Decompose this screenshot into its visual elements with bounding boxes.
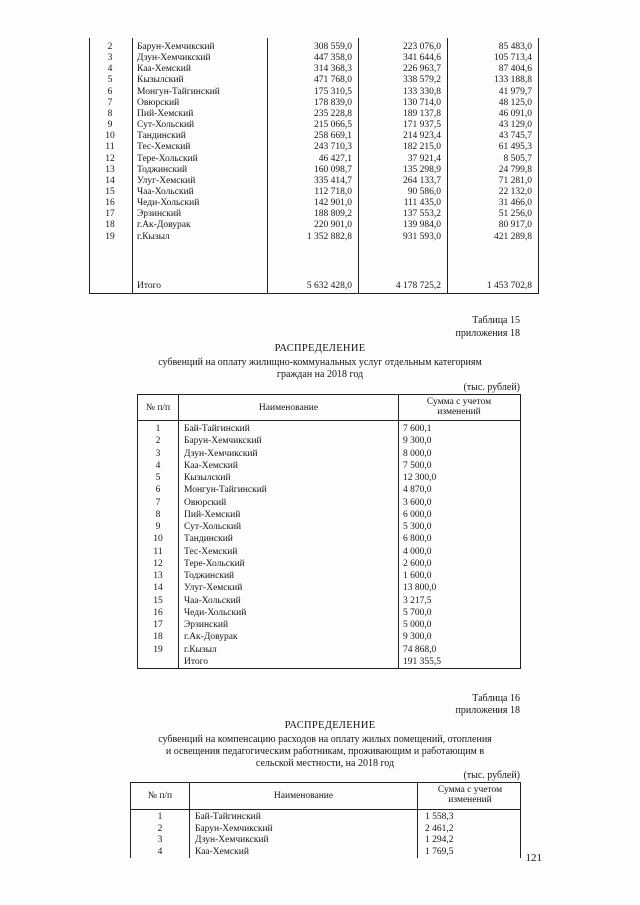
row-value: 447 358,0 [314, 53, 352, 64]
row-name: Тес-Хемский [184, 546, 238, 557]
row-name: г.Ак-Довурак [184, 632, 238, 643]
table-border [538, 38, 539, 294]
row-number: 17 [105, 209, 115, 220]
row-value: 5 000,0 [403, 620, 432, 630]
row-value: 314 368,3 [314, 64, 352, 75]
row-value: 133 188,8 [494, 75, 532, 86]
row-name: Дзун-Хемчикский [195, 835, 269, 845]
table-border [398, 394, 399, 669]
row-value: 931 593,0 [403, 231, 441, 242]
row-name: Овюрский [184, 497, 227, 508]
row-value: 130 714,0 [403, 97, 441, 108]
row-value: 71 281,0 [498, 175, 532, 186]
row-number: 11 [153, 546, 163, 557]
row-value: 220 901,0 [314, 220, 352, 231]
row-name: Монгун-Тайгинский [137, 86, 220, 97]
row-name: г.Кызыл [184, 644, 217, 655]
row-value: 133 330,8 [403, 86, 441, 97]
total-value: 1 453 702,8 [486, 281, 532, 291]
total-label: Итого [137, 281, 162, 291]
row-name: Дзун-Хемчикский [184, 448, 258, 459]
row-name: Сут-Хольский [184, 522, 242, 532]
row-value: 258 669,1 [314, 131, 352, 142]
row-value: 243 710,3 [314, 142, 352, 153]
row-name: Каа-Хемский [195, 846, 249, 857]
row-value: 5 700,0 [403, 607, 432, 618]
section-subtitle: граждан на 2018 год [276, 369, 364, 380]
table-border [132, 38, 133, 294]
column-header-sum: Сумма с учетом изменений [426, 397, 492, 417]
row-number: 7 [155, 497, 161, 508]
row-name: Тере-Хольский [137, 153, 198, 164]
row-value: 61 495,3 [498, 142, 532, 153]
row-number: 4 [157, 846, 163, 857]
row-name: Овюрский [137, 97, 180, 108]
row-value: 182 215,0 [403, 142, 441, 153]
row-name: Чеди-Хольский [184, 607, 247, 618]
row-value: 1 352 882,8 [306, 231, 352, 242]
row-name: Тандинский [137, 131, 186, 142]
table-label: Таблица 16 [472, 693, 520, 704]
row-value: 175 310,5 [314, 86, 352, 97]
row-number: 9 [155, 522, 161, 532]
row-name: Пий-Хемский [184, 509, 241, 520]
row-value: 189 137,8 [403, 108, 441, 119]
row-number: 3 [155, 448, 161, 459]
column-header-sum: Сумма с учетом изменений [437, 785, 503, 805]
row-value: 105 713,4 [494, 53, 532, 64]
section-title: РАСПРЕДЕЛЕНИЕ [274, 343, 366, 354]
table-border [137, 668, 521, 669]
appendix-label: приложения 18 [455, 328, 520, 339]
row-value: 3 217,5 [403, 595, 432, 606]
row-value: 41 979,7 [498, 86, 532, 97]
row-number: 5 [107, 75, 113, 86]
row-name: Чеди-Хольский [137, 198, 200, 209]
row-value: 135 298,9 [403, 164, 441, 175]
row-value: 80 917,0 [498, 220, 532, 231]
row-value: 160 098,7 [314, 164, 352, 175]
page-number: 121 [525, 852, 542, 864]
row-number: 16 [105, 198, 115, 209]
table-border [520, 394, 521, 669]
row-name: Дзун-Хемчикский [137, 53, 211, 64]
row-value: 87 404,6 [498, 64, 532, 75]
table-border [417, 782, 418, 858]
row-name: Улуг-Хемский [184, 583, 243, 594]
row-value: 6 000,0 [403, 509, 432, 520]
row-number: 18 [153, 632, 163, 643]
table-border [520, 782, 521, 858]
row-name: Чаа-Хольский [137, 186, 194, 197]
row-value: 341 644,6 [403, 53, 441, 64]
row-number: 4 [107, 64, 113, 75]
row-number: 4 [155, 460, 161, 471]
units-label: (тыс. рублей) [463, 382, 520, 393]
row-name: Барун-Хемчикский [184, 436, 262, 447]
section-subtitle: сельской местности, на 2018 год [255, 758, 395, 769]
row-number: 10 [153, 534, 163, 545]
row-value: 48 125,0 [498, 97, 532, 108]
row-value: 1 769,5 [425, 846, 454, 857]
row-name: Бай-Тайгинский [195, 812, 261, 822]
total-label: Итого [184, 657, 209, 667]
row-name: Тере-Хольский [184, 558, 245, 569]
row-value: 338 579,2 [403, 75, 441, 86]
row-value: 31 466,0 [498, 198, 532, 209]
row-number: 2 [157, 823, 163, 834]
appendix-label: приложения 18 [455, 705, 520, 716]
table-border [137, 420, 521, 421]
row-name: Каа-Хемский [137, 64, 191, 75]
row-number: 2 [155, 436, 161, 447]
row-number: 6 [107, 86, 113, 97]
row-number: 11 [105, 142, 115, 153]
row-number: 19 [105, 231, 115, 242]
row-value: 13 800,0 [403, 583, 437, 594]
row-name: Каа-Хемский [184, 460, 238, 471]
row-value: 471 768,0 [314, 75, 352, 86]
section-title: РАСПРЕДЕЛЕНИЕ [284, 720, 376, 731]
row-value: 171 937,5 [403, 120, 441, 131]
row-name: Эрзинский [184, 620, 229, 630]
section-subtitle: субвенций на оплату жилищно-коммунальных услуг отдельным категориям [158, 357, 482, 368]
row-value: 335 414,7 [314, 175, 352, 186]
row-number: 10 [105, 131, 115, 142]
row-name: Пий-Хемский [137, 108, 194, 119]
row-name: Эрзинский [137, 209, 182, 220]
row-value: 308 559,0 [314, 42, 352, 52]
row-value: 2 461,2 [425, 823, 454, 834]
row-number: 15 [153, 595, 163, 606]
row-number: 15 [105, 186, 115, 197]
row-number: 16 [153, 607, 163, 618]
row-number: 8 [107, 108, 113, 119]
row-value: 6 800,0 [403, 534, 432, 545]
row-value: 24 799,8 [498, 164, 532, 175]
column-header-name: Наименование [258, 403, 319, 413]
row-number: 13 [153, 571, 163, 581]
row-name: Чаа-Хольский [184, 595, 241, 606]
row-name: г.Кызыл [137, 231, 170, 242]
row-value: 139 984,0 [403, 220, 441, 231]
row-value: 46 427,1 [318, 153, 352, 164]
row-name: Монгун-Тайгинский [184, 485, 267, 496]
row-value: 46 091,0 [498, 108, 532, 119]
row-number: 14 [105, 175, 115, 186]
row-value: 74 868,0 [403, 644, 437, 655]
row-value: 5 300,0 [403, 522, 432, 532]
row-value: 226 963,7 [403, 64, 441, 75]
row-name: Кызылский [137, 75, 184, 86]
row-value: 12 300,0 [403, 473, 437, 483]
row-value: 178 839,0 [314, 97, 352, 108]
row-value: 112 718,0 [314, 186, 352, 197]
row-number: 3 [157, 835, 163, 845]
row-value: 22 132,0 [498, 186, 532, 197]
row-number: 7 [107, 97, 113, 108]
row-value: 8 000,0 [403, 448, 432, 459]
row-value: 1 558,3 [425, 812, 454, 822]
row-value: 51 256,0 [498, 209, 532, 220]
row-number: 13 [105, 164, 115, 175]
row-value: 4 870,0 [403, 485, 432, 496]
row-name: Барун-Хемчикский [137, 42, 215, 52]
row-value: 37 921,4 [407, 153, 441, 164]
row-number: 1 [155, 424, 161, 434]
units-label: (тыс. рублей) [463, 770, 520, 781]
row-value: 137 553,2 [403, 209, 441, 220]
row-value: 215 066,5 [314, 120, 352, 131]
table-border [89, 293, 539, 294]
row-number: 12 [153, 558, 163, 569]
column-header-number: № п/п [147, 791, 173, 801]
row-number: 3 [107, 53, 113, 64]
row-value: 214 923,4 [403, 131, 441, 142]
row-name: Тандинский [184, 534, 233, 545]
row-name: Сут-Хольский [137, 120, 195, 131]
row-name: Барун-Хемчикский [195, 823, 273, 834]
row-value: 43 129,0 [498, 120, 532, 131]
row-name: Тоджинский [137, 164, 188, 175]
row-value: 1 294,2 [425, 835, 454, 845]
table-border [137, 394, 521, 395]
row-name: Бай-Тайгинский [184, 424, 250, 434]
row-number: 12 [105, 153, 115, 164]
row-value: 85 483,0 [498, 42, 532, 52]
row-value: 223 076,0 [403, 42, 441, 52]
row-number: 8 [155, 509, 161, 520]
table-label: Таблица 15 [472, 315, 520, 326]
table-border [89, 38, 90, 294]
column-header-number: № п/п [145, 403, 171, 413]
row-value: 7 600,1 [403, 424, 432, 434]
row-value: 43 745,7 [498, 131, 532, 142]
row-value: 9 300,0 [403, 632, 432, 643]
total-value: 5 632 428,0 [306, 281, 352, 291]
row-value: 111 435,0 [403, 198, 441, 209]
row-value: 8 505,7 [503, 153, 532, 164]
total-value: 4 178 725,2 [395, 281, 441, 291]
row-value: 2 600,0 [403, 558, 432, 569]
row-value: 1 600,0 [403, 571, 432, 581]
row-value: 142 901,0 [314, 198, 352, 209]
section-subtitle: и освещения педагогическим работникам, проживающим и работающим в [165, 746, 485, 757]
row-number: 17 [153, 620, 163, 630]
total-value: 191 355,5 [403, 657, 441, 667]
row-number: 9 [107, 120, 113, 131]
row-name: Улуг-Хемский [137, 175, 196, 186]
row-value: 9 300,0 [403, 436, 432, 447]
column-header-name: Наименование [273, 791, 334, 801]
row-value: 421 289,8 [494, 231, 532, 242]
row-number: 19 [153, 644, 163, 655]
row-value: 188 809,2 [314, 209, 352, 220]
row-name: Тес-Хемский [137, 142, 191, 153]
row-number: 5 [155, 473, 161, 483]
row-value: 235 228,8 [314, 108, 352, 119]
row-value: 7 500,0 [403, 460, 432, 471]
row-number: 1 [157, 812, 163, 822]
row-value: 3 600,0 [403, 497, 432, 508]
row-number: 18 [105, 220, 115, 231]
row-name: Кызылский [184, 473, 231, 483]
table-border [178, 394, 179, 669]
row-number: 6 [155, 485, 161, 496]
row-name: г.Ак-Довурак [137, 220, 191, 231]
section-subtitle: субвенций на компенсацию расходов на оплату жилых помещений, отопления [158, 734, 492, 745]
row-value: 90 586,0 [407, 186, 441, 197]
row-value: 4 000,0 [403, 546, 432, 557]
row-number: 2 [107, 42, 113, 52]
row-value: 264 133,7 [403, 175, 441, 186]
row-name: Тоджинский [184, 571, 235, 581]
row-number: 14 [153, 583, 163, 594]
